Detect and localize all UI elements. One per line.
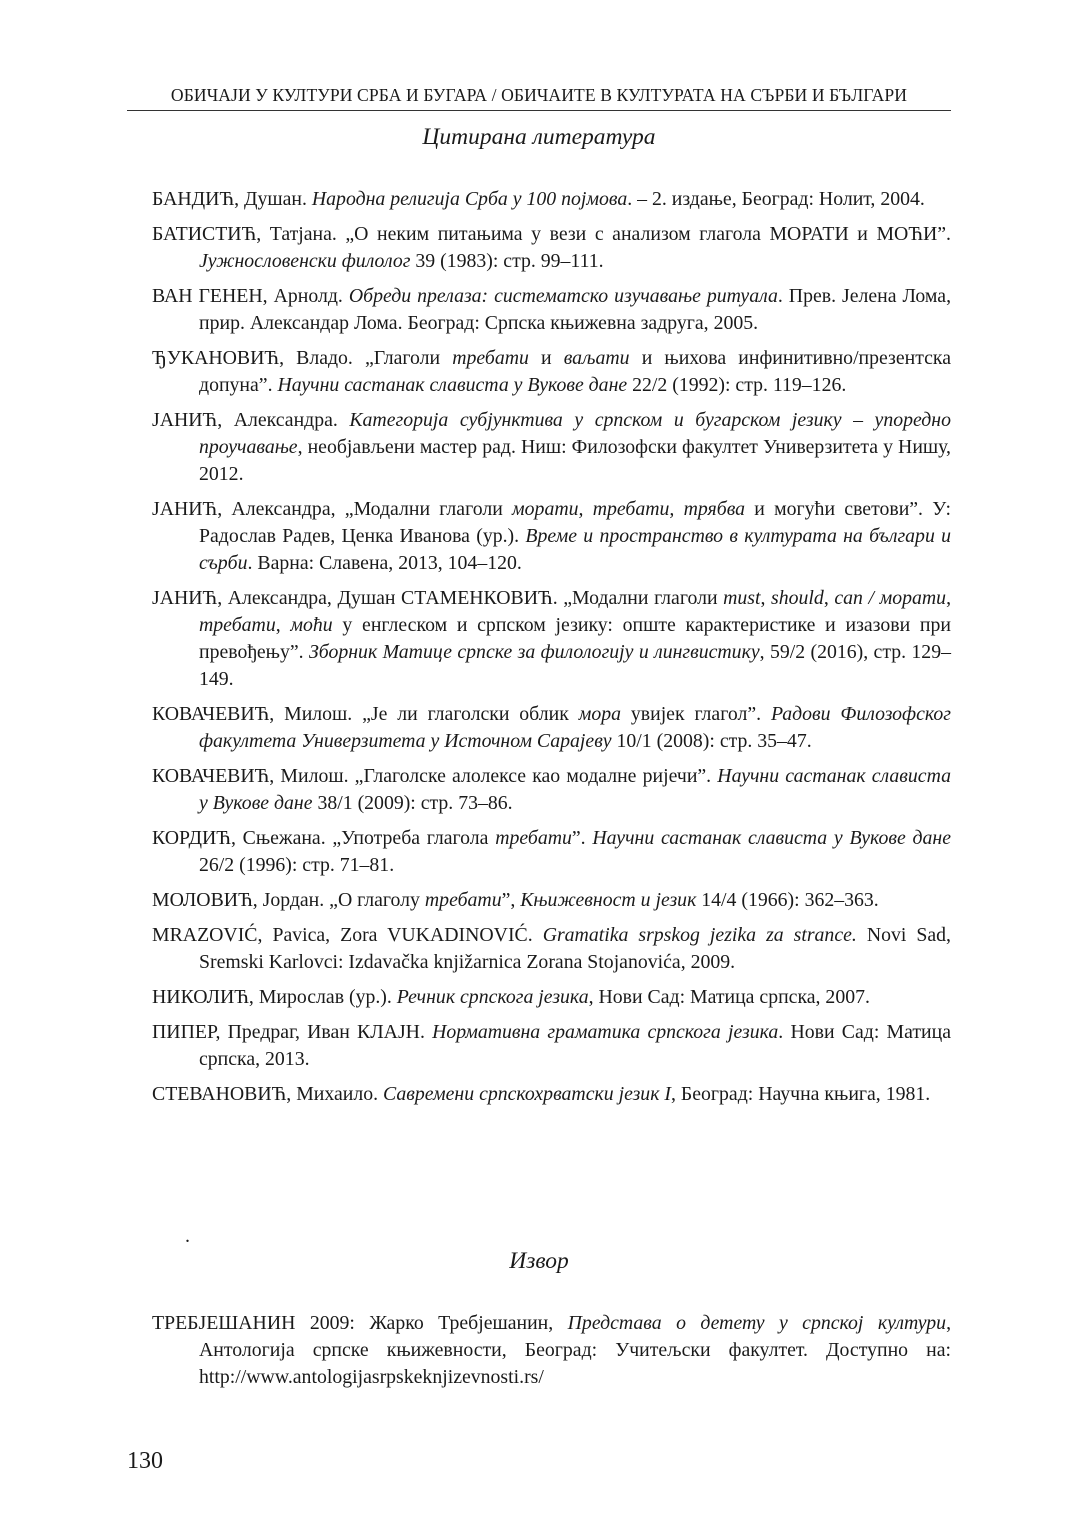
reference-list-cited [152, 186, 951, 1116]
section-title-source: Извор [509, 1248, 569, 1274]
stray-dot: . [185, 1225, 190, 1247]
section-title-cited-literature: Цитирана литература [422, 124, 656, 150]
reference-entry: ТРЕБЈЕШАНИН 2009: Жарко Требјешанин, Представа о детету у српској култури, Антологија српске књижевности, Београд: Учитељски факултет. Доступно на: http://www.antologijasrpskeknjizevnosti.rs/ [152, 1312, 952, 1388]
header-rule [127, 110, 951, 111]
reference-entry: ЈАНИЋ, Александра. Категорија субјунктива у српском и бугарском језику – упоредно проучавање, необјављени мастер рад. Ниш: Филозофски факултет Универзитета у Нишу, 2012. [152, 409, 951, 485]
running-header: ОБИЧАЈИ У КУЛТУРИ СРБА И БУГАРА / ОБИЧАИТЕ В КУЛТУРАТА НА СЪРБИ И БЪЛГАРИ [170, 85, 908, 105]
reference-entry: КОРДИЋ, Сњежана. „Употреба глагола требати”. Научни састанак слависта у Вукове дане 26/2 (1996): стр. 71–81. [152, 827, 952, 876]
reference-entry: КОВАЧЕВИЋ, Милош. „Глаголске алолексе као модалне ријечи”. Научни састанак слависта у Вукове дане 38/1 (2009): стр. 73–86. [152, 765, 951, 814]
reference-entry: КОВАЧЕВИЋ, Милош. „Је ли глаголски облик мора увијек глагол”. Радови Филозофског факултета Универзитета у Источном Сарајеву 10/1 (2008): стр. 35–47. [152, 703, 951, 752]
reference-entry: ПИПЕР, Предраг, Иван КЛАЈН. Нормативна граматика српскога језика. Нови Сад: Матица српска, 2013. [152, 1021, 951, 1070]
reference-entry: ЈАНИЋ, Александра, Душан СТАМЕНКОВИЋ. „Модални глаголи must, should, can / морати, требати, моћи у енглеском и српском језику: опште карактеристике и изазови при превођењу”. Зборник Матице српске за филологију и лингвистику, 59/2 (2016), стр. 129–149. [152, 587, 952, 690]
reference-entry: БАТИСТИЋ, Татјана. „О неким питањима у вези с анализом глагола МОРАТИ и МОЋИ”. Јужнословенски филолог 39 (1983): стр. 99–111. [152, 223, 951, 272]
reference-entry: ВАН ГЕНЕН, Арнолд. Обреди прелаза: систематско изучавање ритуала. Прев. Јелена Лома, прир. Александар Лома. Београд: Српска књижевна задруга, 2005. [152, 285, 952, 334]
reference-entry: МОЛОВИЋ, Јордан. „О глаголу требати”, Књижевност и језик 14/4 (1966): 362–363. [152, 889, 879, 911]
reference-entry: СТЕВАНОВИЋ, Михаило. Савремени српскохрватски језик I, Београд: Научна књига, 1981. [152, 1083, 931, 1105]
reference-entry: MRAZOVIĆ, Pavica, Zora VUKADINOVIĆ. Gramatika srpskog jezika za strance. Novi Sad, Sremski Karlovci: Izdavačka knjižarnica Zorana Stojanovića, 2009. [152, 924, 951, 973]
reference-entry: НИКОЛИЋ, Мирослав (ур.). Речник српскога језика, Нови Сад: Матица српска, 2007. [152, 986, 870, 1008]
reference-entry: БАНДИЋ, Душан. Народна религија Срба у 100 појмова. – 2. издање, Београд: Нолит, 2004. [152, 188, 925, 210]
page-number: 130 [127, 1448, 163, 1474]
reference-entry: ЂУКАНОВИЋ, Владо. „Глаголи требати и ваљати и њихова инфинитивно/презентска допуна”. Научни састанак слависта у Вукове дане 22/2 (1992): стр. 119–126. [152, 347, 951, 396]
reference-entry: ЈАНИЋ, Александра, „Модални глаголи морати, требати, трябва и могући светови”. У: Радослав Радев, Ценка Иванова (ур.). Време и пространство в културата на българи и сърби. Варна: Славена, 2013, 104–120. [152, 498, 952, 574]
reference-list-source [152, 1310, 951, 1399]
